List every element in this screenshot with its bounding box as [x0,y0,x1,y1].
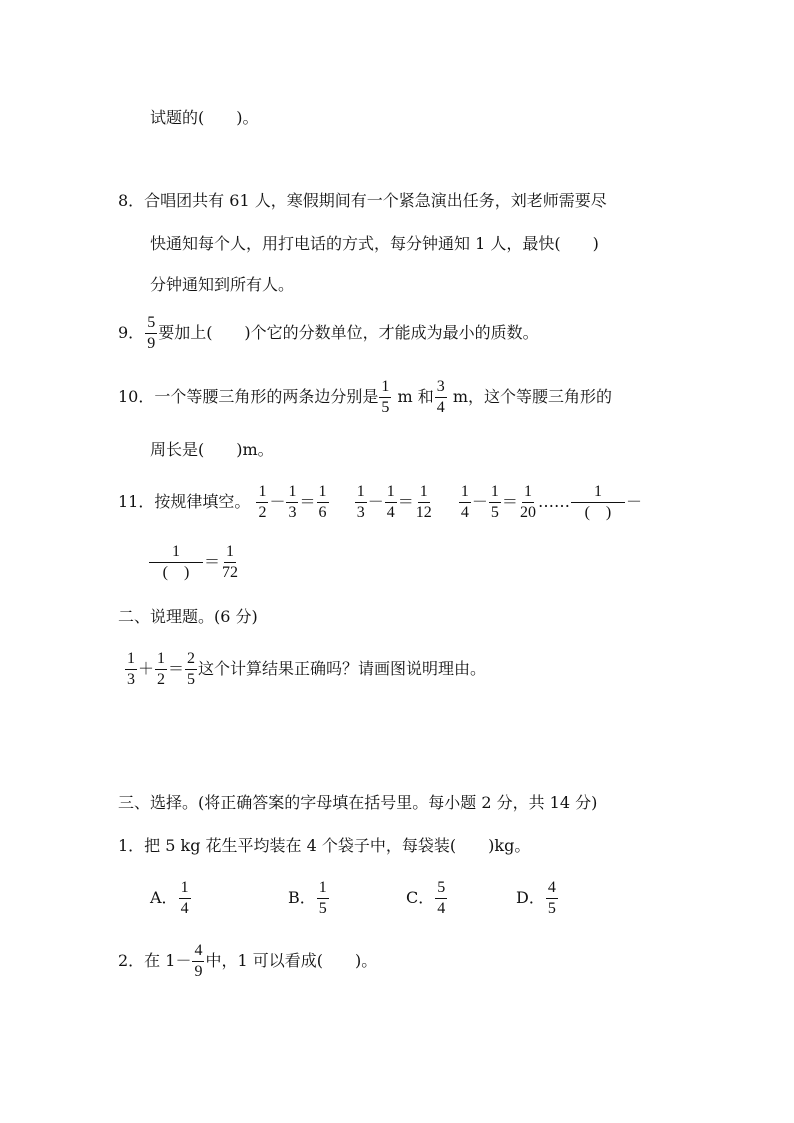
q11-g2-frac-b: $\frac{1}{4}$ [386,483,395,521]
q11-line2 [148,540,240,584]
option-b-frac: $\frac{1}{5}$ [318,879,327,917]
q11-g1-frac-c: $\frac{1}{6}$ [318,483,327,521]
section3-title: 三、选择。(将正确答案的字母填在括号里。每小题 2 分，共 14 分) [118,793,598,812]
minus-sign: － [269,492,286,511]
plus-sign: ＋ [138,659,155,678]
equals-sign: ＝ [204,552,221,571]
section3-q2 [118,939,377,983]
option-c-frac: $\frac{5}{4}$ [437,879,446,917]
equals-sign: ＝ [168,659,185,678]
q10 [118,377,612,417]
section2-title: 二、说理题。(6 分) [118,607,258,626]
q11-g1-frac-a: $\frac{1}{2}$ [258,483,267,521]
q11-g3-frac-c: $\frac{1}{20}$ [519,483,536,521]
q10-fraction-2 [435,378,447,417]
q10-prefix: 10．一个等腰三角形的两条边分别是 [118,387,379,406]
q2-frac: $\frac{4}{9}$ [194,942,203,980]
option-d[interactable] [516,876,559,920]
q2-text: 中，1 可以看成( )。 [205,951,378,970]
q9-fraction-denominator: 9 [147,335,156,352]
q9-fraction-numerator: 5 [145,314,157,334]
option-c-label: C． [406,888,435,907]
q9-prefix: 9． [118,323,145,342]
q8-line2: 快通知每个人，用打电话的方式，每分钟通知 1 人，最快( ) [150,234,599,253]
option-a-label: A． [150,888,178,907]
equals-sign: ＝ [299,492,316,511]
q10-line2: 周长是( )m。 [150,440,274,459]
section3-q1: 1．把 5 kg 花生平均装在 4 个袋子中，每袋装( )kg。 [118,836,531,855]
option-a[interactable] [150,876,192,920]
q11-g1-frac-b: $\frac{1}{3}$ [288,483,297,521]
q9 [118,313,539,353]
q2-prefix: 2．在 1－ [118,951,192,970]
equals-sign: ＝ [397,492,414,511]
q10-fraction-1 [379,378,391,417]
option-b[interactable] [288,876,330,920]
option-a-frac: $\frac{1}{4}$ [180,879,189,917]
s2-frac-1: $\frac{1}{3}$ [127,650,135,688]
q9-fraction [145,314,157,353]
q11-g2-frac-a: $\frac{1}{3}$ [356,483,365,521]
q10-f2-denominator: 4 [436,399,445,416]
section2-question [124,647,486,691]
q10-tail: m，这个等腰三角形的 [447,387,612,406]
q10-f2-numerator: 3 [435,378,447,398]
q10-mid: m 和 [392,387,434,406]
q11-g3-frac-b: $\frac{1}{5}$ [490,483,499,521]
minus-sign: － [625,492,642,511]
s2-frac-2: $\frac{1}{2}$ [157,650,166,688]
equals-sign: ＝ [501,492,518,511]
q11-prefix: 11．按规律填空。 [118,492,251,511]
q7-continuation: 试题的( )。 [150,108,259,127]
q8-line3: 分钟通知到所有人。 [150,275,295,294]
q11-blank-frac-b: $\frac{1}{( )}$ [149,543,203,582]
s2-frac-3: $\frac{2}{5}$ [187,650,196,688]
ellipsis: …… [537,492,570,511]
s2-text: 这个计算结果正确吗？请画图说明理由。 [198,659,487,678]
option-b-label: B． [288,888,316,907]
q9-text: 要加上( )个它的分数单位，才能成为最小的质数。 [158,323,539,342]
q11-result-frac: $\frac{1}{72}$ [222,543,239,581]
option-c[interactable] [406,876,448,920]
q11 [118,481,642,523]
minus-sign: － [471,492,488,511]
q8-line1: 8．合唱团共有 61 人，寒假期间有一个紧急演出任务，刘老师需要尽 [118,191,607,210]
q11-blank-frac-a: $\frac{1}{( )}$ [571,483,625,522]
q11-g2-frac-c: $\frac{1}{12}$ [415,483,432,521]
q11-g3-frac-a: $\frac{1}{4}$ [460,483,469,521]
option-d-frac: $\frac{4}{5}$ [547,879,556,917]
option-d-label: D． [516,888,545,907]
minus-sign: － [367,492,384,511]
q10-f1-denominator: 5 [381,399,390,416]
q10-f1-numerator: 1 [379,378,391,398]
